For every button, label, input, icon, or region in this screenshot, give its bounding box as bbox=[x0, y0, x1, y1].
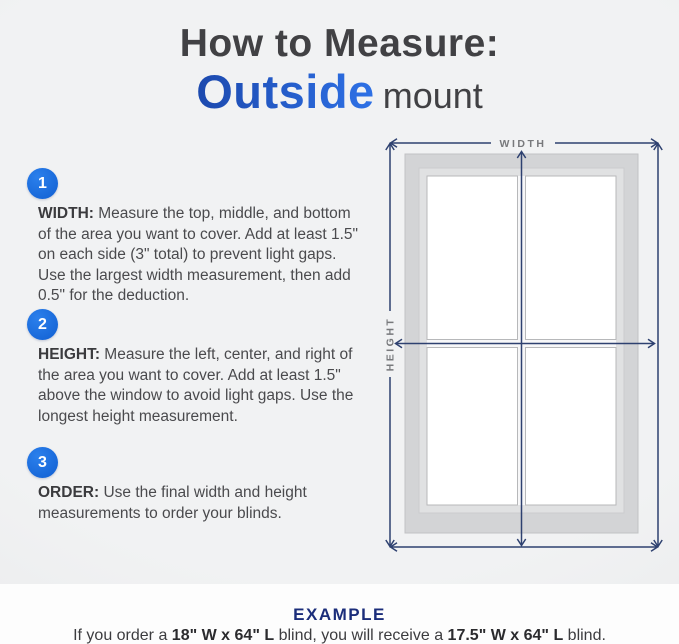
step-1-label: WIDTH: bbox=[38, 205, 94, 222]
page-title: How to Measure: bbox=[179, 22, 500, 65]
window-pane-top-right bbox=[526, 176, 617, 340]
mount-type-highlight: Outside bbox=[196, 65, 375, 118]
step-order bbox=[27, 447, 361, 524]
step-3-body: Use the final width and height measurements to order your blinds. bbox=[38, 484, 307, 522]
example-middle: blind, you will receive a bbox=[274, 627, 448, 644]
example-order-size: 18" W x 64" L bbox=[171, 627, 275, 644]
window-pane-bottom-left bbox=[427, 348, 518, 506]
example-receive-size: 17.5" W x 64" L bbox=[447, 627, 564, 644]
window-pane-top-left bbox=[427, 176, 518, 340]
height-label: HEIGHT bbox=[384, 316, 397, 372]
example-suffix: blind. bbox=[563, 627, 606, 644]
window-pane-bottom-right bbox=[526, 348, 617, 506]
example-prefix: If you order a bbox=[73, 627, 172, 644]
step-3-number-badge: 3 bbox=[27, 447, 58, 478]
step-1-body: Measure the top, middle, and bottom of the area you want to cover. Add at least 1.5" on each side (3" total) to prevent light gaps. Use the largest width measurement, then add 0.5" for the deduction. bbox=[38, 205, 359, 305]
page-subtitle bbox=[0, 67, 679, 129]
width-label: WIDTH bbox=[499, 138, 547, 150]
step-2-number-badge: 2 bbox=[27, 309, 58, 340]
window-measurement-diagram bbox=[375, 125, 675, 584]
step-2-label: HEIGHT: bbox=[38, 346, 100, 363]
step-1-number-badge: 1 bbox=[27, 168, 58, 199]
example-heading: EXAMPLE bbox=[293, 605, 386, 624]
mount-word: mount bbox=[382, 75, 483, 116]
step-height bbox=[27, 309, 361, 427]
example-footer bbox=[0, 584, 679, 644]
step-2-body: Measure the left, center, and right of the area you want to cover. Add at least 1.5" above the window to avoid light gaps. Use the longest height measurement. bbox=[38, 346, 354, 425]
step-2-text bbox=[38, 345, 361, 427]
step-3-text bbox=[38, 483, 361, 524]
step-3-label: ORDER: bbox=[38, 484, 100, 501]
example-sentence bbox=[0, 627, 679, 644]
step-1-text bbox=[38, 204, 361, 307]
header bbox=[0, 22, 679, 129]
step-width bbox=[27, 168, 361, 307]
